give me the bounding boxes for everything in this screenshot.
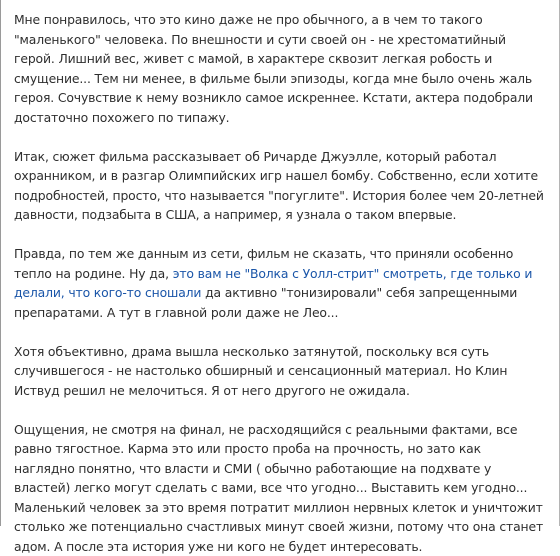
paragraph-3-text-start: Правда, по тем же данным из сети, фильм не сказать, что приняли особенно тепло на родине. Ну да, bbox=[14, 246, 513, 281]
paragraph-4: Хотя объективно, драма вышла несколько затянутой, поскольку вся суть случившегося - не настолько обширный и сенсационный материал. Но Клин Иствуд решил не мелочиться. Я от него другого не ожидала. bbox=[14, 342, 545, 401]
wolf-of-wall-street-link[interactable]: это вам не "Волка с Уолл-стрит" смотреть, где только и делали, что кого-то сношали bbox=[14, 266, 532, 301]
paragraph-5: Ощущения, не смотря на финал, не расходящийся с реальными фактами, все равно тягостное. Карма это или просто проба на прочность, но зато как наглядно понятно, что власти и СМИ ( обычно работающие на подхвате у властей) легко могут сделать с вами, все что угодно... Выставить кем угодно... Маленький человек за это время потратит миллион нервных клеток и уничтожит столько же потенциально счастливых минут своей жизни, потому что она станет адом. А после эта история уже ни кого не будет интересовать. bbox=[14, 420, 545, 556]
paragraph-1: Мне понравилось, что это кино даже не про обычного, а в чем то такого "маленького" человека. По внешности и сути своей он - не хрестоматийный герой. Лишний вес, живет с мамой, в характере сквозит легкая робость и смущение... Тем ни менее, в фильме были эпизоды, когда мне было очень жаль героя. Сочувствие к нему возникло самое искреннее. Кстати, актера подобрали достаточно похожего по типажу. bbox=[14, 10, 545, 127]
paragraph-2: Итак, сюжет фильма рассказывает об Ричарде Джуэлле, который работал охранником, и в разгар Олимпийских игр нашел бомбу. Собственно, если хотите подробностей, просто, что называется "погуглите". История более чем 20-летней давности, подзабыта в США, а например, я узнала о таком впервые. bbox=[14, 147, 545, 225]
review-body bbox=[1, 0, 559, 556]
paragraph-3-text-end: да активно "тонизировали" себя запрещенными препаратами. А тут в главной роли даже не Лео... bbox=[14, 285, 517, 320]
paragraph-3 bbox=[14, 244, 545, 322]
